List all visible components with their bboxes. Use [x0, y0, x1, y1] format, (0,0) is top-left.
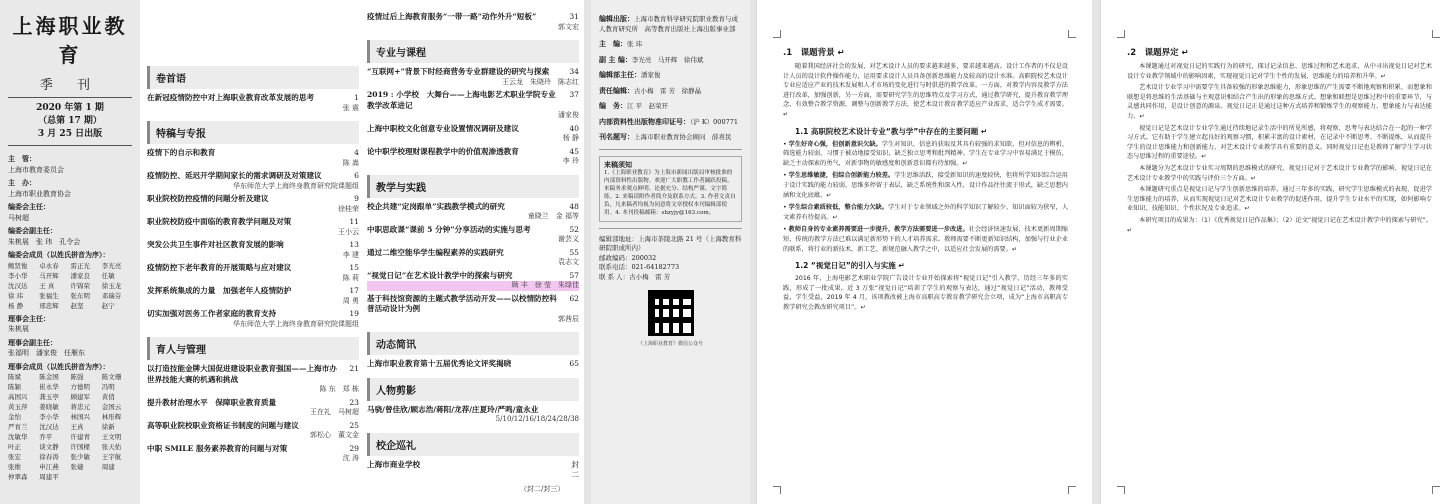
credit-value: 李光亮 马开辉 徐伟斌 — [631, 55, 704, 64]
issue-total: （总第 17 期） — [38, 116, 102, 126]
toc-entry-title[interactable]: 上海市职业教育第十五届优秀论文评奖揭晓 — [367, 359, 512, 368]
person-name: 沈汉达 — [8, 281, 28, 290]
credit-block — [599, 55, 742, 66]
editorial-address: 编辑部地址：上海市茶陵北路 21 号（上海教育科研院职成所内） — [599, 234, 742, 252]
toc-entry-author: 徐桂荣 — [338, 204, 359, 213]
person-name: 王宇航 — [101, 453, 122, 461]
credit-key: 编 务： — [599, 101, 627, 110]
toc-entry[interactable] — [367, 12, 579, 23]
toc-page-number: 37 — [569, 90, 579, 99]
toc-entry-author: 华东师范大学上海终身教育研究院课题组 — [233, 319, 359, 328]
meta-value: 上海市教育委员会 — [8, 165, 64, 174]
credit-key: 刊名题写： — [599, 132, 634, 141]
meta-key: 编委会成员（以姓氏拼音为序）： — [8, 250, 110, 259]
margin-mark-icon — [1068, 30, 1076, 38]
toc-entry-author: 陈 东 郑 栋 — [319, 385, 359, 393]
toc-page-number: 52 — [569, 224, 579, 234]
person-name: 陈文珊 — [101, 373, 122, 381]
toc-entry-title[interactable]: 基于科技馆资源的主题式教学活动开发——以校情防控科普活动设计为例 — [367, 293, 557, 313]
credit-block — [599, 86, 742, 97]
person-name: 林国兴 — [70, 413, 90, 421]
paragraph-list — [1127, 62, 1432, 235]
person-name: 陈斌 — [8, 373, 21, 381]
paragraph[interactable]: 随着我国经济社会的发展，对艺术设计人员的要求越来越多，要求越来越高。设计工作者的不仅是设计人员的设计软件操作能力，运用要求设计人员具备创新思维能力及较高的设计水准。高职院校艺术设计专业应适应产业的技术发展和人才市场的变化进行与时俱进的教学改革。一方面，对教学内容及教学方法进行改革，加强创新，另一方面，需要研究学生的思维特点及学习方式，通过教学研究，提升教育教学理念，有效整合教学资源，调整与创新教学方法，使艺术设计教育教学适应产业需求，适合学生成才需要。↵ — [783, 63, 1068, 118]
toc-entry-title[interactable]: 中职思政课“课前 5 分钟”分享活动的实施与思考 — [367, 224, 531, 234]
subsection-heading[interactable]: 1.2 “视觉日记”的引入与实施 ↵ — [795, 261, 905, 271]
toc-entry-author: 杨 静 — [562, 134, 579, 142]
toc-entry-author: 王小云 — [338, 227, 359, 236]
toc-column-right — [367, 12, 579, 484]
meta-key: 主 办： — [8, 178, 36, 187]
journal-title: 上海职业教育 — [12, 14, 128, 67]
person-name: 周建 — [101, 463, 115, 471]
person-name: 叶正 — [8, 443, 21, 451]
bullet-icon: • — [783, 140, 789, 148]
toc-entry-author: 5/10/12/16/18/24/28/38 — [495, 415, 579, 423]
person-name: 徐春涛 — [39, 453, 59, 461]
toc-entry-author: 陈 嵩 — [342, 158, 359, 167]
publication-info-page — [591, 0, 750, 504]
paragraph[interactable]: 本课题分为艺术设计专业实习周期的思维模式的研究、视觉日记对于艺术设计专业教学的影响、视觉日记在艺术设计专业教学中的实践与评价三个方面。↵ — [1127, 164, 1432, 182]
divider — [8, 145, 132, 146]
person-name: 徐新 — [101, 423, 115, 431]
person-name: 冯明 — [101, 383, 115, 391]
toc-page-number: 65 — [569, 359, 579, 368]
person-name: 仲翠森 — [8, 473, 28, 481]
person-name: 沈敏华 — [8, 433, 28, 441]
toc-entry[interactable] — [147, 444, 359, 455]
toc-entry-title[interactable]: 论中职学校理财课程教学中的价值观渗透教育 — [367, 146, 519, 156]
person-name: 张福生 — [39, 291, 59, 300]
bullet-text: 学生对于专业领域之外的科学知识了解较少，知识面较为狭窄，人文素养有待提高。↵ — [783, 204, 1069, 221]
person-name: 潘家良 — [70, 271, 90, 280]
toc-entry[interactable] — [367, 67, 579, 78]
toc-entry-title[interactable]: 职业院校防控疫情的问题分析及建议 — [147, 194, 269, 203]
credit-value: （沪 K）000771 — [690, 117, 738, 126]
toc-page-number: 15 — [349, 263, 359, 272]
person-name: 姜晓敏 — [39, 403, 59, 411]
toc-entry[interactable] — [147, 364, 359, 385]
toc-section-heading[interactable]: 教学与实践 — [367, 175, 579, 198]
person-name: 王文明 — [101, 433, 122, 441]
toc-page-number: 55 — [569, 247, 579, 257]
phone: 联系电话：021-64182773 — [599, 263, 680, 271]
margin-mark-icon — [1432, 30, 1440, 38]
document-page-1 — [756, 0, 1092, 504]
postcode: 邮政编码：200032 — [599, 253, 657, 262]
person-name: 邓瑞芬 — [101, 291, 122, 300]
issue-date: 3 月 25 日出版 — [37, 129, 103, 139]
person-name: 陈金国 — [39, 373, 59, 381]
bullet-icon: • — [783, 204, 789, 212]
journal-frequency: 季 刊 — [39, 78, 101, 93]
toc-entry-title[interactable]: 切实加强对医务工作者家庭的教育支持 — [147, 309, 277, 318]
toc-page-number: 9 — [354, 194, 359, 203]
bullet-item[interactable] — [783, 203, 1068, 222]
toc-entry-title[interactable]: 突发公共卫生事件对社区教育发展的影响 — [147, 240, 284, 249]
credit-value: 江 平 赵荣开 — [627, 102, 669, 110]
toc-entry-title[interactable]: 职业院校防疫中面临的教育教学问题及对策 — [147, 217, 292, 226]
person-name: 金国云 — [101, 403, 122, 411]
credit-block — [599, 132, 742, 143]
toc-page-number: 23 — [349, 397, 359, 407]
person-name: 陈强 — [70, 373, 84, 381]
toc-entry[interactable] — [147, 398, 359, 409]
person-name: 赵宁 — [101, 301, 115, 310]
margin-mark-icon — [1432, 486, 1440, 494]
person-name: 沈汉达 — [39, 423, 59, 431]
notes-body: 1.《上海职业教育》为上海市新闻出版局审核批准的内部资料性出版物。欢迎广大职教工作者踊跃投稿，来稿务求观点鲜明、论据充分、结构严谨、文字简练。2. 来稿请附作者简介及联系方式。3. 作者文责自负，凡来稿者均视为同意将文章授权本刊编辑部使用。4. 本刊投稿邮箱：shzyjy@163.com。 — [604, 169, 736, 216]
toc-page-number: 21 — [349, 364, 359, 373]
toc-section-heading[interactable]: 动态简讯 — [367, 332, 579, 355]
person-name: 徐玉龙 — [101, 281, 122, 290]
toc-entry-title[interactable]: 疫情过后上海教育服务“一带一路”动作外升“短板” — [367, 12, 537, 21]
toc-page-number: 31 — [569, 12, 579, 21]
council-name-list — [8, 372, 132, 482]
toc-entry[interactable] — [367, 90, 579, 111]
masthead-sidebar — [0, 0, 140, 504]
credit-value: 张 玮 — [627, 40, 643, 48]
toc-page-number: 4 — [354, 148, 359, 157]
meta-value: 朱桃展 — [8, 325, 29, 333]
qr-code-icon — [648, 290, 694, 336]
toc-entry[interactable] — [147, 286, 359, 297]
person-name: 王 真 — [39, 281, 55, 290]
toc-entry-author: 张 震 — [342, 103, 359, 112]
toc-entry-author: 童晓兰 金 福等 — [527, 212, 579, 220]
paragraph[interactable]: 艺术设计专业学习中需要学生具备较强的形象思维能力，形象思维的产生需要不断地观察和积累，而想象和联想是将思维的生活基础与主观意识相结合产生出的形象的思维方式。想象和联想是思维过程中的重要环节，与灵感共同作用，是设计创意的源泉。视觉日记正是通过这种方式培养和锻炼学生的观察能力、想象能力与表达能力。↵ — [1127, 84, 1432, 120]
subsection-heading[interactable]: 1.1 高职院校艺术设计专业“教与学”中存在的主要问题 ↵ — [795, 126, 988, 136]
credit-key: 责任编辑： — [599, 85, 634, 95]
bullet-lead: 学生综合素质较低，整合能力欠缺。 — [788, 204, 888, 212]
bullet-item[interactable] — [783, 225, 1068, 254]
toc-entry-title[interactable]: 以打造技能金牌大国促进建设职业教育强国——上海市办世界技能大赛的机遇和挑战 — [147, 364, 337, 384]
toc-page-number: 29 — [349, 443, 359, 453]
bullet-list — [783, 140, 1068, 255]
person-name: 龚玉亭 — [39, 393, 59, 401]
person-name: 黄俏 — [101, 393, 115, 401]
toc-entry-author: 陈 莉 — [342, 273, 359, 282]
toc-continued-note: （封二/封三） — [520, 485, 565, 493]
person-name: 任敏 — [101, 271, 115, 280]
toc-page-number: 11 — [349, 217, 359, 226]
toc-entry-author: 李 建 — [342, 250, 359, 259]
person-name: 申江燕 — [39, 463, 59, 471]
person-name: 邢忠辉 — [39, 301, 59, 310]
meta-key: 主 管： — [8, 154, 36, 163]
credit-value: 潘家俊 — [641, 71, 661, 79]
toc-entry-title[interactable]: 疫情防控、延迟开学期间家长的需求调研及对策建议 — [147, 171, 322, 180]
toc-section-heading[interactable]: 卷首语 — [147, 66, 359, 89]
paragraph[interactable]: 本课题研究重点是视觉日记与学生创新思维的培养，通过三年多的实践，研究学生思维模式的表现，促进学生思维能力的培养，从而实现视觉日记对艺术设计专业教学的促进作用，提升学生专业水平的实现，如何影响专业知识、技能知识、个性状况及专业追求。↵ — [1127, 186, 1432, 213]
toc-page-number: 6 — [354, 171, 359, 180]
toc-entry[interactable] — [367, 359, 579, 370]
toc-page-number: 13 — [349, 240, 359, 249]
credit-key: 主 编： — [599, 39, 627, 48]
person-name: 王真 — [70, 423, 84, 431]
toc-entry-title[interactable]: “互联网+”背景下时经商营务专业群建设的研究与探索 — [367, 67, 550, 76]
meta-value: 朱桃展 张 玮 孔令会 — [8, 237, 81, 246]
section-heading[interactable]: .2 课题界定 ↵ — [1127, 48, 1189, 58]
toc-page-number — [565, 405, 579, 416]
toc-entry[interactable] — [147, 309, 359, 320]
credit-block — [599, 14, 742, 34]
qr-caption: 《上海职业教育》微信公众号 — [637, 341, 703, 347]
toc-section-heading[interactable]: 人物剪影 — [367, 378, 579, 401]
toc-section-heading[interactable]: 育人与管理 — [147, 337, 359, 360]
person-name: 雷正光 — [70, 261, 90, 270]
credit-block — [599, 117, 742, 128]
toc-entry[interactable] — [147, 240, 359, 251]
person-name: 张少敏 — [70, 453, 90, 461]
person-name: 鲍贤俊 — [8, 261, 28, 270]
person-name: 卓永春 — [39, 261, 59, 270]
credit-key: 副 主 编： — [599, 54, 632, 64]
toc-section-heading[interactable]: 专业与课程 — [367, 40, 579, 63]
toc-entry-author: 顾 丰 徐 莹 朱绿佳 — [367, 281, 579, 291]
credit-value: 古小梅 雷 芳 徐静晶 — [634, 86, 702, 95]
paragraph[interactable]: 本课题通过对视觉日记的实践行为的研究，探讨记录信息、思维过程和艺术追求，从中寻出视觉日记对艺术设计专业教学领域中的影响因素，实现视觉日记对学生个性的发展、思维能力的培养和升华。↵ — [1127, 63, 1432, 80]
toc-entry[interactable] — [367, 271, 579, 282]
toc-entry-title[interactable]: 高等职业院校职业资格证书制度的问题与建议 — [147, 420, 299, 430]
toc-entry[interactable] — [147, 93, 359, 104]
page-gap — [1092, 0, 1100, 504]
meta-key: 编委会主任： — [8, 202, 50, 211]
person-name: 许锦荣 — [70, 281, 90, 290]
credit-block — [599, 101, 742, 112]
toc-entry-title[interactable]: 在新冠疫情防控中对上海职业教育改革发展的思考 — [147, 93, 315, 102]
person-name: 杨 静 — [8, 301, 24, 310]
person-name: 方德明 — [70, 383, 90, 391]
toc-section-heading[interactable]: 校企巡礼 — [367, 433, 579, 456]
person-name: 李小华 — [8, 271, 28, 280]
bullet-text: 社会经济快速发展，技术更新周期缩短，传统的教学方法已难以满足新形势下的人才培养需求。教师需要不断更新知识结构，加强与行业企业的联系，将行业的新技术、新工艺、新规范融入教学之中，以适应社会发展的需要。↵ — [783, 226, 1068, 253]
person-name: 张宏 — [8, 453, 21, 461]
toc-entry-author: 华东师范大学上海终身教育研究院课题组 — [233, 181, 359, 190]
margin-mark-icon — [1117, 30, 1125, 38]
toc-entry-title[interactable]: 上海市商业学校 — [367, 459, 421, 469]
margin-mark-icon — [773, 486, 781, 494]
journal-toc-page — [0, 0, 584, 504]
toc-entry[interactable] — [367, 225, 579, 236]
toc-entry[interactable] — [147, 217, 359, 228]
margin-mark-icon — [1117, 486, 1125, 494]
toc-entry-author: 郭松心 董文金 — [310, 431, 359, 439]
meta-key: 理事会主任： — [8, 313, 50, 323]
toc-entry-title[interactable]: 提升教材治理水平 保障职业教育质量 — [147, 397, 277, 407]
person-name: 陈颖 — [8, 383, 21, 391]
person-name: 高国兴 — [8, 393, 28, 401]
document-page-2 — [1100, 0, 1456, 504]
toc-entry-author: 王在礼 马树超 — [310, 408, 359, 416]
toc-column-left — [147, 58, 359, 467]
toc-entry-author: 沈 涛 — [342, 454, 359, 462]
toc-entry-title[interactable]: 疫情防控下老年教育的开展策略与应对建议 — [147, 263, 292, 272]
credit-key: 内部资料性出版物准印证号： — [599, 116, 690, 126]
page-gap — [584, 0, 591, 504]
credit-value: 上海市职业教育协会顾问 薛喜民 — [634, 133, 732, 141]
paragraph[interactable]: 视觉日记是艺术设计专业学生通过持续地记录生活中的所见所感，将观察、思考与表达结合在一起的一种学习方式。它有助于学生建立起良好的观察习惯，积累丰富的设计素材，在记录中不断思考、不断提炼，从而提升学生的设计思维能力和创新能力，对艺术设计专业教学具有重要的意义。同时视觉日记也是教师了解学生学习状态与思维过程的重要途径。↵ — [1127, 124, 1432, 161]
toc-page-number: 19 — [349, 309, 359, 318]
contact-person: 联 系 人：古小梅 雷 芳 — [599, 272, 671, 281]
toc-entry-title[interactable]: 通过二维空能华学生编程素养的实践研究 — [367, 247, 504, 257]
toc-page-number: 25 — [349, 420, 359, 430]
toc-entry[interactable] — [367, 460, 579, 481]
credit-key: 编辑出版： — [599, 14, 634, 23]
notes-title: 来稿须知 — [604, 159, 632, 169]
toc-page-number: 48 — [569, 201, 579, 211]
toc-entry-author: 袁志文 — [558, 258, 579, 266]
person-name: 张天佑 — [101, 443, 122, 451]
bullet-text: 学生对知识、信息的获取及其具有较强的求知欲，但对信息的辨析、筛选能力较弱，习惯于被动地接受知识，缺乏独立思考和批判精神。学生在专业学习中容易满足于模仿，缺乏主动探索的勇气，对新事物的敏感度和创新意识都有待加强。↵ — [783, 140, 1068, 167]
bullet-item[interactable] — [783, 171, 1068, 200]
person-name: 周建平 — [39, 473, 59, 481]
toc-page-number: 57 — [569, 270, 579, 280]
person-name: 张维 — [8, 463, 21, 471]
credit-block — [599, 70, 742, 81]
person-name: 严育兰 — [8, 423, 28, 431]
person-name: 黄玉萍 — [8, 403, 28, 411]
divider — [599, 228, 742, 229]
toc-entry[interactable] — [147, 421, 359, 432]
divider — [599, 149, 742, 150]
credit-key: 编辑部主任： — [599, 70, 641, 79]
toc-entry-author: 李 玲 — [562, 157, 579, 165]
toc-entry[interactable] — [147, 148, 359, 159]
person-name: 徐 玮 — [8, 291, 24, 300]
toc-entry-author: 谢芸义 — [558, 235, 579, 243]
toc-page-number: 40 — [569, 123, 579, 133]
toc-entry-author: 周 勇 — [342, 296, 359, 305]
toc-entry-title[interactable]: 疫情下的自示和教育 — [147, 148, 216, 157]
editorial-meta — [8, 154, 132, 482]
meta-key: 理事会副主任： — [8, 337, 57, 347]
toc-entry-author: 郭茜辰 — [558, 314, 579, 323]
toc-entry-title[interactable]: “视觉日记”在艺术设计教学中的探索与研究 — [367, 270, 513, 280]
person-name: 金怡 — [8, 413, 21, 421]
toc-page-number: 封二 — [571, 459, 579, 479]
person-name: 林彤辉 — [101, 413, 122, 421]
toc-entry-title[interactable]: 校企共建“定岗跟单”实践教学模式的研究 — [367, 201, 505, 211]
toc-entry[interactable] — [147, 171, 359, 182]
person-name: 崔永华 — [39, 383, 59, 391]
toc-entry[interactable] — [367, 248, 579, 259]
submission-notes — [599, 156, 742, 222]
toc-entry-title[interactable]: 2019 : 小学校 大舞台——上海电影艺术职业学院专业教学改革进记 — [367, 90, 556, 110]
credit-block — [599, 39, 742, 50]
bullet-lead: 学生好奇心强，但创新意识欠缺。 — [788, 140, 882, 148]
margin-mark-icon — [1068, 486, 1076, 494]
meta-value: 马树超 — [8, 213, 29, 222]
person-name: 顾建军 — [70, 393, 90, 401]
toc-entry-title[interactable]: 上海中职校文化创意专业设置情况调研及建议 — [367, 123, 519, 133]
toc-entry[interactable] — [367, 124, 579, 135]
toc-entry[interactable] — [367, 202, 579, 213]
toc-page-number: 17 — [349, 286, 359, 295]
bullet-lead: 学生思维敏捷，但综合创新能力较差。 — [788, 172, 895, 180]
toc-entry-author: 王云龙 朱晓玲 陈志红 — [502, 77, 579, 86]
toc-entry[interactable] — [367, 405, 579, 416]
person-name: 许建青 — [70, 433, 90, 441]
meta-key: 理事会成员（以姓氏拼音为序）： — [8, 361, 110, 371]
meta-value: 上海市职业教育协会 — [8, 189, 71, 198]
meta-key: 编委会副主任： — [8, 226, 57, 235]
person-name: 蒋忠元 — [70, 403, 90, 411]
person-name: 张东明 — [70, 291, 90, 300]
margin-mark-icon — [773, 30, 781, 38]
publication-credits — [599, 14, 742, 143]
issue-number: 2020 年第 1 期 — [36, 103, 104, 113]
paragraph[interactable]: 2016 年，上海电影艺术职业学院广告设计专业开始探索将“视觉日记”引入教学，历经三年多的实践，形成了一批成果。近 3 万张“视觉日记”培训了学生的观察与表达，通过“视觉日记”活动，教师受益，学生受益，2019 年 4 月，该项教改被上海市高职高专教育教学研究会立项，成为“上海市高职高专教学研究会教改研究项目”。↵ — [783, 275, 1068, 311]
toc-entry[interactable] — [147, 194, 359, 205]
divider — [8, 97, 132, 98]
toc-entry-author: 郭文宏 — [558, 22, 579, 31]
toc-entry[interactable] — [147, 263, 359, 274]
person-name: 李光亮 — [101, 261, 122, 270]
bullet-icon: • — [783, 226, 789, 234]
toc-page-number: 62 — [569, 293, 579, 303]
credit-value: 上海市教育科学研究院职业教育与成人教育研究所 高等教育出版社上海出版事业部 — [599, 15, 738, 33]
person-name: 赵坚 — [70, 301, 84, 310]
person-name: 许国樑 — [70, 443, 90, 451]
toc-entry[interactable] — [367, 147, 579, 158]
toc-entry-title[interactable]: 发挥系统集成的力量 加强老年人疫情防护 — [147, 286, 292, 295]
toc-page-number: 34 — [569, 67, 579, 76]
section-heading[interactable]: .1 课题背景 ↵ — [783, 48, 845, 58]
toc-entry-title[interactable]: 中职 SMILE 服务素养教育的问题与对策 — [147, 443, 288, 453]
person-name: 马开辉 — [39, 271, 59, 280]
person-name: 乔平 — [39, 433, 53, 441]
bullet-lead: 教师自身的专业素养需要进一步提升，教学方法需要进一步改进。 — [788, 226, 969, 234]
toc-entry[interactable] — [367, 294, 579, 315]
toc-entry-title[interactable]: 马骁/曾佳欣/顾志浩/蒋阳/龙荐/庄夏玲/严鸣/童永业 — [367, 404, 539, 414]
toc-page-number: 1 — [354, 93, 359, 102]
person-name: 谈文静 — [39, 443, 59, 451]
bullet-item[interactable] — [783, 140, 1068, 169]
paragraph[interactable]: 本研究项目的成果为：（1）《优秀视觉日记作品集》；（2）论文“视觉日记在艺术设计教学中的探索与研究”。↵ — [1127, 216, 1432, 234]
toc-entry-author: 潘家俊 — [558, 111, 579, 119]
committee-name-list — [8, 261, 132, 311]
person-name: 张婕 — [70, 463, 84, 471]
bullet-text: 学生思维活跃，接受新知识的速度较快，但将所学知识综合运用于设计实践的能力较弱。思维多停留于表层，缺乏系统性和深入性，设计作品往往流于形式，缺乏思想内涵和文化底蕴。↵ — [783, 172, 1068, 199]
person-name: 李小华 — [39, 413, 59, 421]
meta-value: 张福明 潘家俊 任雁东 — [8, 349, 85, 357]
bullet-icon: • — [783, 172, 789, 180]
toc-page-number: 45 — [569, 146, 579, 156]
toc-section-heading[interactable]: 特稿与专报 — [147, 121, 359, 144]
